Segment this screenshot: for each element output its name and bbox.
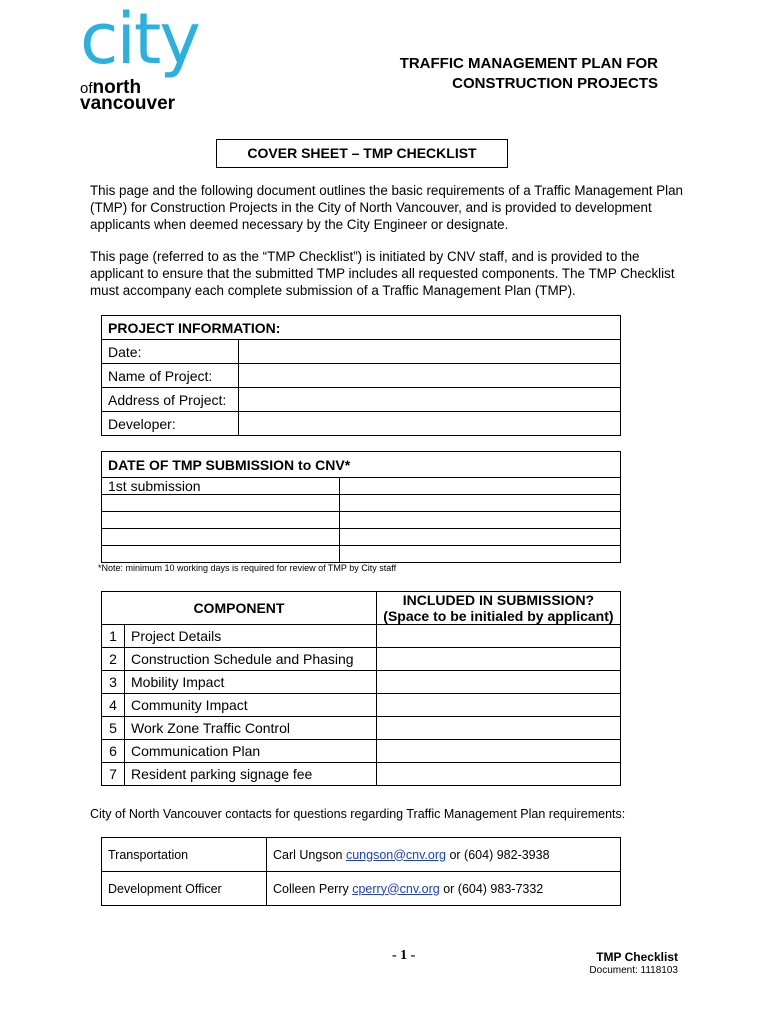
included-header-line1: INCLUDED IN SUBMISSION? [402,592,595,608]
component-label: Project Details [125,625,377,648]
component-label: Communication Plan [125,740,377,763]
table-row [102,388,621,412]
component-column-header: COMPONENT [102,592,377,625]
table-row [102,546,621,563]
contacts-table [101,837,621,906]
included-header-line2: (Space to be initialed by applicant) [383,608,614,624]
submission-field[interactable] [102,495,340,512]
cover-sheet-title: COVER SHEET – TMP CHECKLIST [216,139,508,168]
component-number: 5 [102,717,125,740]
table-row [102,625,621,648]
table-row [102,740,621,763]
developer-field[interactable] [239,412,621,436]
component-number: 3 [102,671,125,694]
table-row [102,763,621,786]
component-checklist-table [101,591,621,786]
table-row [102,648,621,671]
logo-of-text: of [80,80,93,97]
table-row [102,838,621,872]
table-row [102,512,621,529]
component-label: Mobility Impact [125,671,377,694]
initial-field[interactable] [376,671,620,694]
initial-field[interactable] [376,625,620,648]
contact-phone: or (604) 982-3938 [449,847,550,862]
developer-label: Developer: [102,412,239,436]
component-label: Work Zone Traffic Control [125,717,377,740]
logo-vancouver: vancouver [80,93,176,114]
contacts-intro: City of North Vancouver contacts for questions regarding Traffic Management Plan requirements: [90,807,626,821]
component-label: Construction Schedule and Phasing [125,648,377,671]
submission-field[interactable] [340,529,621,546]
submission-field[interactable] [340,512,621,529]
initial-field[interactable] [376,717,620,740]
project-address-label: Address of Project: [102,388,239,412]
contact-email-link[interactable]: cperry@cnv.org [352,881,440,896]
footer-title: TMP Checklist [596,950,678,964]
footer-document-number: Document: 1118103 [589,965,678,976]
project-address-field[interactable] [239,388,621,412]
contact-name: Colleen Perry [273,881,349,896]
table-row [102,529,621,546]
table-row [102,340,621,364]
initial-field[interactable] [376,648,620,671]
project-info-heading: PROJECT INFORMATION: [102,316,621,340]
contact-name: Carl Ungson [273,847,343,862]
component-number: 1 [102,625,125,648]
table-row [102,872,621,906]
contact-phone: or (604) 983-7332 [443,881,544,896]
initial-field[interactable] [376,694,620,717]
project-date-label: Date: [102,340,239,364]
contact-details [267,838,621,872]
table-row [102,671,621,694]
table-row [102,717,621,740]
submission-field[interactable] [102,512,340,529]
submission-field[interactable] [102,546,340,563]
component-number: 7 [102,763,125,786]
submission-note: *Note: minimum 10 working days is required for review of TMP by City staff [98,563,397,573]
component-number: 4 [102,694,125,717]
logo-city-wordmark: city [80,0,199,80]
first-submission-field[interactable] [340,478,621,495]
component-number: 2 [102,648,125,671]
project-date-field[interactable] [239,340,621,364]
table-row [102,478,621,495]
component-number: 6 [102,740,125,763]
submission-heading: DATE OF TMP SUBMISSION to CNV* [102,452,621,478]
table-row [102,694,621,717]
table-row [102,495,621,512]
table-row [102,364,621,388]
component-label: Community Impact [125,694,377,717]
contact-email-link[interactable]: cungson@cnv.org [345,847,446,862]
submission-field[interactable] [340,495,621,512]
first-submission-label: 1st submission [102,478,340,495]
included-column-header [376,592,620,625]
page-number: - 1 - [392,948,416,963]
initial-field[interactable] [376,740,620,763]
contact-details [267,872,621,906]
document-title-line2: CONSTRUCTION PROJECTS [452,75,658,92]
initial-field[interactable] [376,763,620,786]
component-label: Resident parking signage fee [125,763,377,786]
project-name-field[interactable] [239,364,621,388]
submission-field[interactable] [340,546,621,563]
logo-north-text: north [92,77,142,98]
project-name-label: Name of Project: [102,364,239,388]
table-row [102,412,621,436]
contact-role: Development Officer [102,872,267,906]
project-information-table [101,315,621,436]
submission-date-table [101,451,621,563]
contact-role: Transportation [102,838,267,872]
document-title-line1: TRAFFIC MANAGEMENT PLAN FOR [399,55,658,72]
submission-field[interactable] [102,529,340,546]
intro-paragraph-1: This page and the following document outlines the basic requirements of a Traffic Management Plan (TMP) for Construction Projects in the City of North Vancouver, and is provided to development applicants when deemed necessary by the City Engineer or designate. [90,183,684,232]
intro-paragraph-2: This page (referred to as the “TMP Checklist”) is initiated by CNV staff, and is provided to the applicant to ensure that the submitted TMP includes all requested components. The TMP Checklist must accompany each complete submission of a Traffic Management Plan (TMP). [90,249,675,298]
